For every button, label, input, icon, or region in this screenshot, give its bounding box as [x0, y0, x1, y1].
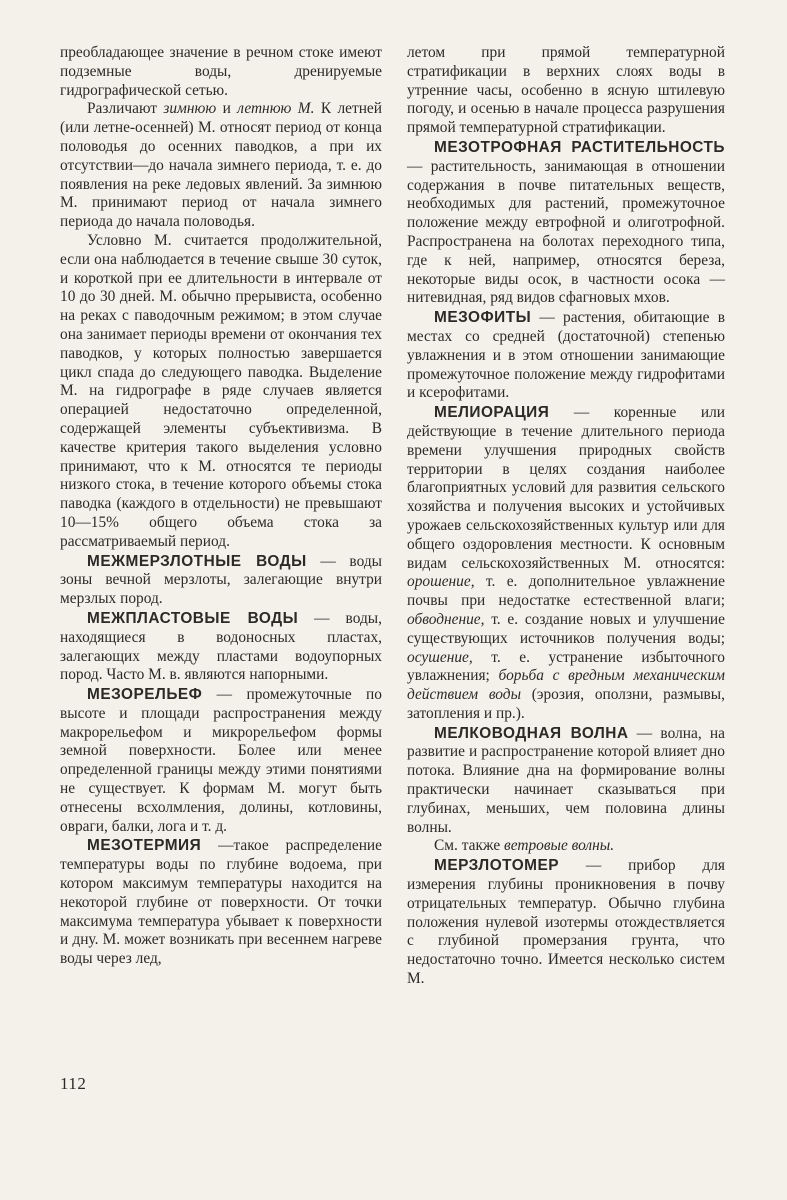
- italic-term: зимнюю: [163, 100, 217, 118]
- italic-term: орошение,: [407, 573, 475, 591]
- dictionary-entry: [407, 139, 725, 308]
- left-column: [60, 44, 382, 969]
- entry-definition: —такое распределение температуры воды по глубине водоема, при котором максимум температуры находится на некоторой глубине от поверхности. От точки максимума температура убывает к поверхности и дну. М. может возникать при весеннем нагреве воды через лед,: [60, 837, 382, 968]
- entry-term: МЕЛИОРАЦИЯ: [434, 404, 550, 422]
- italic-term: летнюю: [237, 100, 292, 118]
- entry-term: МЕЖМЕРЗЛОТНЫЕ ВОДЫ: [87, 552, 307, 570]
- dictionary-entry: [60, 553, 382, 609]
- text-run: т. е. создание новых и улучшение существующих источников получения воды;: [407, 610, 725, 647]
- entry-term: МЕЖПЛАСТОВЫЕ ВОДЫ: [87, 609, 299, 627]
- italic-term: обводнение,: [407, 610, 485, 628]
- text-run: (эрозия, оползни, размывы, затопления и пр.).: [407, 686, 725, 722]
- entry-term: МЕРЗЛОТОМЕР: [434, 857, 560, 875]
- italic-term: осушение,: [407, 648, 473, 666]
- dictionary-entry: [407, 309, 725, 403]
- entry-definition: — воды зоны вечной мерзлоты, залегающие внутри мерзлых пород.: [60, 552, 382, 608]
- dictionary-entry: [407, 404, 725, 724]
- right-column: [407, 44, 725, 989]
- cross-reference: ветровые волны.: [504, 837, 615, 855]
- entry-definition: — прибор для измерения глубины проникновения в почву отрицательных температур. Обычно глубина положения нулевой изотермы отождествляется с глубиной промерзания грунта, что недостаточно точно. Имеется несколько систем М.: [407, 857, 725, 988]
- entry-term: МЕЗОРЕЛЬЕФ: [87, 686, 203, 704]
- entry-definition: — растения, обитающие в местах со средней (достаточной) степенью увлажнения и в этом отношении занимающие промежуточное положение между гидрофитами и ксерофитами.: [407, 309, 725, 402]
- dictionary-entry: [60, 837, 382, 969]
- entry-term: МЕЗОТРОФНАЯ РАСТИТЕЛЬНОСТЬ: [434, 138, 725, 156]
- text-run: Различают: [87, 100, 164, 118]
- page-number: 112: [60, 1074, 87, 1093]
- entry-term: МЕЗОФИТЫ: [434, 309, 532, 327]
- paragraph: Условно М. считается продолжительной, если она наблюдается в течение свыше 30 суток, и короткой при ее длительности в интервале от 10 до 30 дней. М. обычно прерывиста, особенно на реках с паводочным режимом; в этом случае она занимает периоды времени от окончания тех паводков, у которых полностью завершается цикл спада до следующего паводка. Выделение М. на гидрографе в ряде случаев является операцией недостаточно определенной, содержащей элементы субъективизма. В качестве критерия такого выделения условно принимают, что к М. относятся те периоды низкого стока, в течение которого объемы стока паводка (каждого в отдельности) не превышают 10—15% общего объема стока за рассматриваемый период.: [60, 231, 382, 550]
- entry-term: МЕЛКОВОДНАЯ ВОЛНА: [434, 724, 629, 742]
- entry-definition: — воды, находящиеся в водоносных пластах, залегающих между пластами водоупорных пород. Часто М. в. являются напорными.: [60, 609, 382, 684]
- text-run: См. также: [434, 837, 505, 855]
- text-run: т. е. устранение избыточного увлажнения;: [407, 648, 725, 685]
- text-run: К летней (или летне-осенней) М. относят период от конца половодья до осенних паводков, а при их отсутствии—до начала зимнего периода, т. е. до появления на реке ледовых явлений. За зимнюю М. принимают период от начала зимнего периода до начала половодья.: [60, 100, 382, 231]
- text-run: и: [216, 100, 238, 118]
- dictionary-entry: [407, 725, 725, 838]
- dictionary-entry: [60, 686, 382, 836]
- entry-definition: — растительность, занимающая в отношении содержания в почве питательных веществ, необходимых для растений, промежуточное положение между евтрофной и олиготрофной. Распространена на болотах переходного типа, где к ней, например, относятся береза, некоторые виды осок, в частности осока — нитевидная, ряд видов сфагновых мхов.: [407, 157, 725, 307]
- entry-definition: — промежуточные по высоте и площади распространения между макрорельефом и микрорельефом формы земной поверхности. Более или менее определенной границы между этими понятиями не существует. К формам М. могут быть отнесены всхолмления, долины, котловины, овраги, балки, лога и т. д.: [60, 686, 382, 835]
- dictionary-entry: [407, 857, 725, 989]
- italic-term: М.: [291, 100, 315, 118]
- entry-definition: — волна, на развитие и распространение которой влияет дно потока. Влияние дна на формирование волны практически начинает сказываться при глубинах, меньших, чем половина длины волны.: [407, 724, 725, 836]
- see-also: [407, 837, 725, 856]
- entry-term: МЕЗОТЕРМИЯ: [87, 837, 202, 855]
- paragraph: летом при прямой температурной стратификации в верхних слоях воды в утренние часы, особенно в ясную штилевую погоду, и осенью в начале процесса разрушения прямой температурной стратификации.: [407, 44, 725, 137]
- entry-definition: — коренные или действующие в течение длительного периода времени улучшения природных свойств территории в целях создания наиболее благоприятных условий для развития сельского хозяйства и получения высоких и устойчивых урожаев сельскохозяйственных культур или для общего оздоровления местности. К основным видам сельскохозяйственных М. относятся:: [407, 404, 725, 572]
- paragraph: [60, 100, 382, 232]
- text-run: т. е. дополнительное увлажнение почвы при недостатке естественной влаги;: [407, 573, 725, 610]
- dictionary-entry: [60, 610, 382, 685]
- italic-term: борьба с вредным механическим действием воды: [407, 667, 725, 704]
- paragraph: преобладающее значение в речном стоке имеют подземные воды, дренируемые гидрографической сетью.: [60, 44, 382, 99]
